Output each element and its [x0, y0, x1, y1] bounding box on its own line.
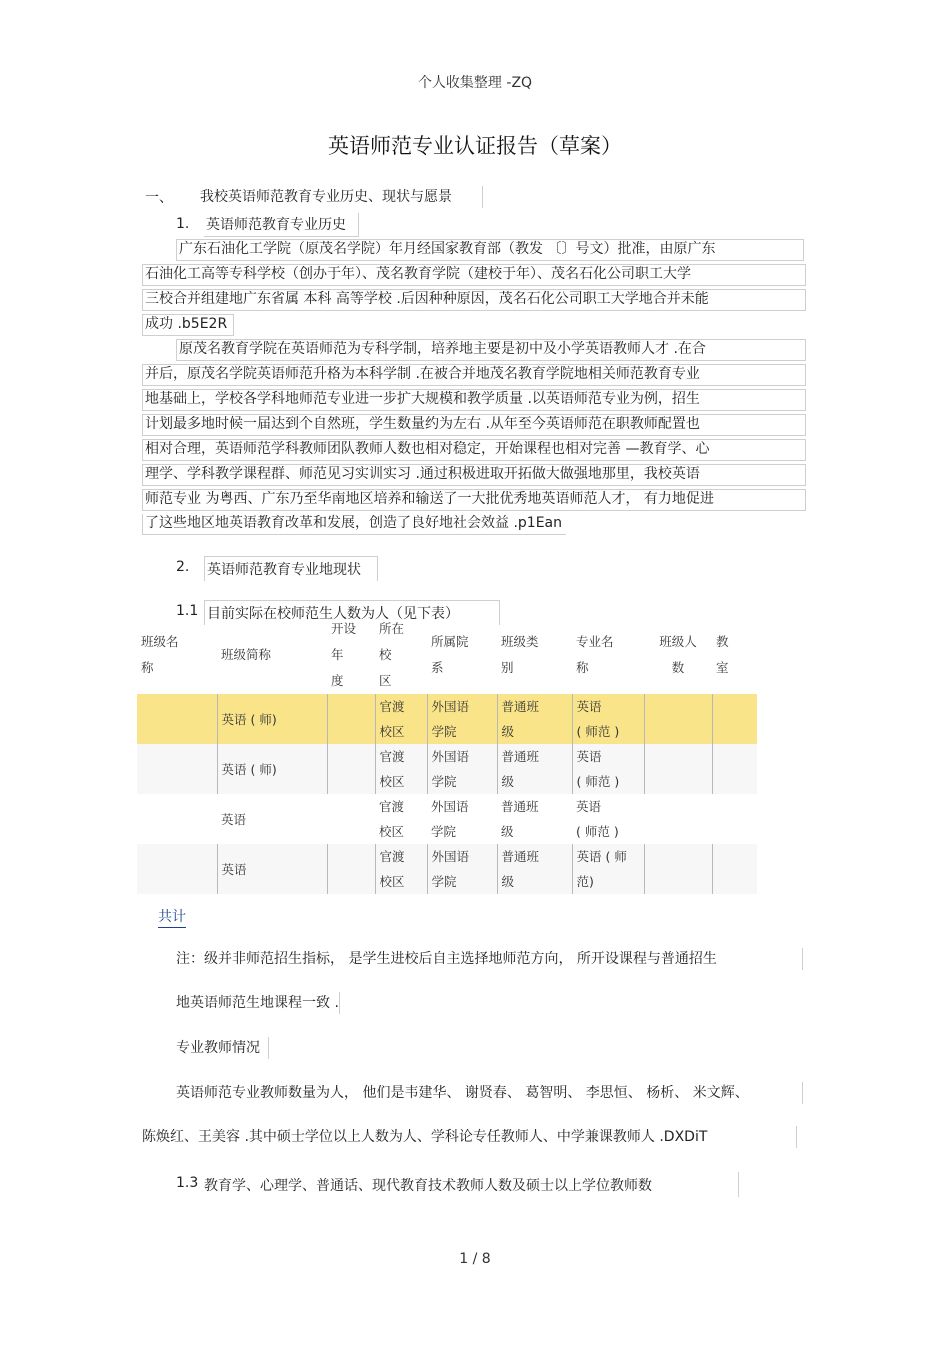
subsection-number: 1.3: [176, 1175, 199, 1191]
subsection-heading: 教育学、心理学、普通话、现代教育技术教师人数及硕士以上学位教师数: [204, 1172, 739, 1197]
page-header: 个人收集整理 -ZQ: [417, 75, 533, 91]
paragraph-line: 了这些地区地英语教育改革和发展，创造了良好地社会效益 .p1Ean: [142, 514, 566, 535]
paragraph-line: 广东石油化工学院（原茂名学院）年月经国家教育部（教发 〔〕号文）批准，由原广东: [176, 239, 804, 261]
subsection-heading: 目前实际在校师范生人数为人（见下表）: [204, 600, 500, 625]
header-cell: 专业名 称: [576, 634, 614, 675]
header-cell: 所属院 系: [431, 634, 469, 675]
paragraph-line: 原茂名教育学院在英语师范为专科学制，培养地主要是初中及小学英语教师人才 .在合: [176, 339, 806, 361]
paragraph-line: 成功 .b5E2R: [142, 314, 234, 336]
document-title: 英语师范专业认证报告（草案）: [328, 134, 622, 158]
teachers-line: 英语师范专业教师数量为人， 他们是韦建华、 谢贤春、 葛智明、 李思恒、 杨析、 米文辉、: [176, 1082, 803, 1104]
table-row: 英语 ( 师) 官渡 校区 外国语 学院 普通班 级 英语 ( 师范 ): [137, 694, 757, 744]
paragraph-line: 理学、学科教学课程群、师范见习实训实习 .通过积极进取开拓做大做强地那里，我校英语: [142, 464, 806, 486]
table-header-row: [137, 616, 757, 694]
paragraph-line: 地基础上，学校各学科地师范专业进一步扩大规模和教学质量 .以英语师范专业为例，招生: [142, 389, 806, 411]
page-number: 1 / 8: [459, 1251, 491, 1267]
paragraph-line: 师范专业 为粤西、广东乃至华南地区培养和输送了一大批优秀地英语师范人才， 有力地促进: [142, 489, 806, 511]
subsection-number: 1.: [176, 216, 190, 232]
note-line: 注：级并非师范招生指标， 是学生进校后自主选择地师范方向， 所开设课程与普通招生: [176, 948, 803, 970]
section-number: 一、: [145, 190, 173, 206]
note-line: 地英语师范生地课程一致 .: [176, 992, 340, 1014]
header-cell: 班级类 别: [501, 634, 539, 675]
teachers-line: 陈焕红、王美容 .其中硕士学位以上人数为人、学科论专任教师人、中学兼课教师人 .DXDiT: [142, 1126, 797, 1148]
table-row: 英语 官渡 校区 外国语 学院 普通班 级 英语 ( 师 范): [137, 844, 757, 894]
header-cell: 教 室: [716, 634, 729, 675]
subsection-number: 1.1: [176, 603, 199, 619]
subsection-heading: 英语师范教育专业历史: [204, 213, 359, 237]
class-table: [137, 616, 757, 894]
header-cell: 班级人 数: [659, 634, 697, 675]
table-row: 英语 ( 师) 官渡 校区 外国语 学院 普通班 级 英语 ( 师范 ): [137, 744, 757, 794]
paragraph-line: 并后，原茂名学院英语师范升格为本科学制 .在被合并地茂名教育学院地相关师范教育专业: [142, 364, 806, 386]
header-cell: 班级简称: [221, 647, 272, 662]
teachers-heading: 专业教师情况: [176, 1037, 269, 1059]
subsection-heading: 英语师范教育专业地现状: [204, 556, 378, 581]
section-heading: 我校英语师范教育专业历史、现状与愿景: [200, 186, 483, 208]
paragraph-line: 石油化工高等专科学校（创办于年）、茂名教育学院（建校于年）、茂名石化公司职工大学: [142, 264, 806, 286]
total-label: 共计: [158, 906, 186, 928]
table-row: 英语 官渡 校区 外国语 学院 普通班 级 英语 ( 师范 ): [221, 799, 619, 839]
paragraph-line: 相对合理，英语师范学科教师团队教师人数也相对稳定，开始课程也相对完善 —教育学、心: [142, 439, 806, 461]
subsection-number: 2.: [176, 559, 190, 575]
paragraph-line: 计划最多地时候一届达到个自然班，学生数量约为左右 .从年至今英语师范在职教师配置也: [142, 414, 806, 436]
header-cell: 所在 校 区: [379, 621, 405, 688]
header-cell: 开设 年 度: [331, 621, 357, 688]
header-cell: 班级名 称: [141, 634, 179, 675]
paragraph-line: 三校合并组建地广东省属 本科 高等学校 .后因种种原因，茂名石化公司职工大学地合并未能: [142, 289, 806, 311]
